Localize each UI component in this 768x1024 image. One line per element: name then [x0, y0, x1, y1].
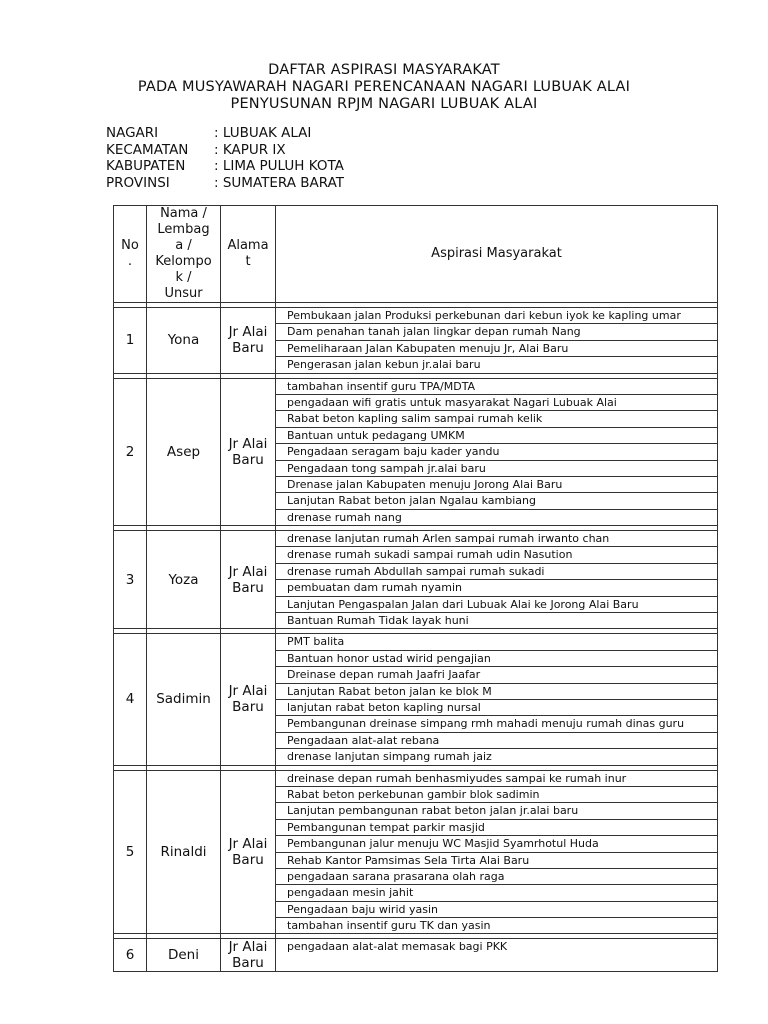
meta-row-provinsi	[106, 175, 344, 192]
aspiration-item: pengadaan sarana prasarana olah raga	[276, 869, 717, 885]
aspiration-item: Drenase jalan Kabupaten menuju Jorong Alai Baru	[276, 477, 717, 493]
aspiration-item: Pembukaan jalan Produksi perkebunan dari kebun iyok ke kapling umar	[276, 308, 717, 324]
aspiration-item: Lanjutan Rabat beton jalan Ngalau kambiang	[276, 493, 717, 509]
aspiration-item: Bantuan honor ustad wirid pengajian	[276, 651, 717, 667]
header-no: No .	[114, 206, 147, 303]
row-name: Asep	[147, 378, 221, 526]
aspiration-item: pembuatan dam rumah nyamin	[276, 580, 717, 596]
document-title: DAFTAR ASPIRASI MASYARAKAT	[268, 62, 500, 78]
meta-label: PROVINSI	[106, 174, 170, 191]
row-number: 6	[114, 939, 147, 972]
aspiration-item: drenase lanjutan rumah Arlen sampai rumah irwanto chan	[276, 531, 717, 547]
row-name: Yona	[147, 308, 221, 374]
aspiration-item: pengadaan wifi gratis untuk masyarakat Nagari Lubuak Alai	[276, 395, 717, 411]
aspiration-item: Bantuan Rumah Tidak layak huni	[287, 614, 469, 628]
row-aspirations	[276, 531, 718, 629]
row-number: 5	[114, 770, 147, 934]
aspiration-item: Pembangunan tempat parkir masjid	[276, 820, 717, 836]
meta-row-nagari	[106, 125, 344, 142]
aspiration-item: Pembangunan dreinase simpang rmh mahadi menuju rumah dinas guru	[276, 716, 717, 732]
row-name: Yoza	[147, 531, 221, 629]
meta-value: : LUBUAK ALAI	[214, 125, 312, 141]
location-info	[106, 125, 344, 191]
aspiration-item: Dreinase depan rumah Jaafri Jaafar	[276, 667, 717, 683]
row-aspirations	[276, 770, 718, 934]
meta-label: NAGARI	[106, 125, 159, 141]
meta-label: KABUPATEN	[106, 158, 186, 174]
aspiration-item: Pengadaan alat-alat rebana	[276, 733, 717, 749]
table-row	[114, 939, 718, 972]
aspiration-item: Rehab Kantor Pamsimas Sela Tirta Alai Baru	[276, 853, 717, 869]
aspiration-item: Pengadaan tong sampah jr.alai baru	[276, 461, 717, 477]
table-row	[114, 531, 718, 629]
aspiration-item: Pemeliharaan Jalan Kabupaten menuju Jr, Alai Baru	[276, 341, 717, 357]
aspiration-item: Pengadaan seragam baju kader yandu	[276, 444, 717, 460]
aspiration-item: tambahan insentif guru TPA/MDTA	[276, 379, 717, 395]
row-aspirations	[276, 308, 718, 374]
row-number: 4	[114, 634, 147, 765]
table-header-row	[114, 206, 718, 303]
aspiration-item: Lanjutan pembangunan rabat beton jalan jr.alai baru	[276, 803, 717, 819]
row-name: Deni	[147, 939, 221, 972]
aspiration-item: Bantuan untuk pedagang UMKM	[276, 428, 717, 444]
header-aspiration: Aspirasi Masyarakat	[276, 206, 718, 303]
row-number: 2	[114, 378, 147, 526]
document-subtitle: PADA MUSYAWARAH NAGARI PERENCANAAN NAGARI LUBUAK ALAI	[137, 79, 631, 95]
aspiration-item: dreinase depan rumah benhasmiyudes sampai ke rumah inur	[276, 771, 717, 787]
row-number: 1	[114, 308, 147, 374]
row-address: Jr Alai Baru	[221, 378, 276, 526]
aspiration-item: drenase rumah nang	[287, 510, 402, 524]
aspiration-table	[113, 205, 718, 972]
aspiration-item: pengadaan alat-alat memasak bagi PKK	[287, 940, 508, 954]
row-address: Jr Alai Baru	[221, 531, 276, 629]
row-address: Jr Alai Baru	[221, 939, 276, 972]
aspiration-item: drenase lanjutan simpang rumah jaiz	[287, 750, 492, 764]
table-row	[114, 308, 718, 374]
aspiration-item: Rabat beton kapling salim sampai rumah kelik	[276, 411, 717, 427]
meta-value: : KAPUR IX	[214, 141, 286, 158]
aspiration-item: tambahan insentif guru TK dan yasin	[287, 919, 491, 933]
meta-row-kabupaten	[106, 158, 344, 175]
aspiration-item: Pengerasan jalan kebun jr.alai baru	[287, 358, 481, 372]
row-address: Jr Alai Baru	[221, 308, 276, 374]
aspiration-item: Lanjutan Pengaspalan Jalan dari Lubuak Alai ke Jorong Alai Baru	[276, 597, 717, 613]
row-address: Jr Alai Baru	[221, 634, 276, 765]
row-aspirations	[276, 378, 718, 526]
aspiration-item: pengadaan mesin jahit	[276, 885, 717, 901]
row-number: 3	[114, 531, 147, 629]
table-row	[114, 378, 718, 526]
meta-row-kecamatan	[106, 142, 344, 159]
header-name: Nama / Lembag a / Kelompo k / Unsur	[147, 206, 221, 303]
meta-label: KECAMATAN	[106, 141, 189, 158]
row-address: Jr Alai Baru	[221, 770, 276, 934]
meta-value: : SUMATERA BARAT	[214, 174, 345, 191]
aspiration-item: Lanjutan Rabat beton jalan ke blok M	[276, 684, 717, 700]
aspiration-item: drenase rumah sukadi sampai rumah udin Nasution	[276, 547, 717, 563]
row-aspirations	[276, 634, 718, 765]
table-row	[114, 770, 718, 934]
aspiration-item: Dam penahan tanah jalan lingkar depan rumah Nang	[276, 324, 717, 340]
document-subtitle-2: PENYUSUNAN RPJM NAGARI LUBUAK ALAI	[230, 96, 538, 112]
aspiration-item: Pengadaan baju wirid yasin	[276, 902, 717, 918]
aspiration-item: Rabat beton perkebunan gambir blok sadimin	[276, 787, 717, 803]
aspiration-item: Pembangunan jalur menuju WC Masjid Syamrhotul Huda	[276, 836, 717, 852]
aspiration-item: drenase rumah Abdullah sampai rumah sukadi	[276, 564, 717, 580]
header-address: Alama t	[221, 206, 276, 303]
meta-value: : LIMA PULUH KOTA	[214, 158, 344, 174]
aspiration-item: lanjutan rabat beton kapling nursal	[276, 700, 717, 716]
row-name: Sadimin	[147, 634, 221, 765]
table-row	[114, 634, 718, 765]
row-name: Rinaldi	[147, 770, 221, 934]
row-aspirations	[276, 939, 718, 972]
aspiration-item: PMT balita	[276, 634, 717, 650]
